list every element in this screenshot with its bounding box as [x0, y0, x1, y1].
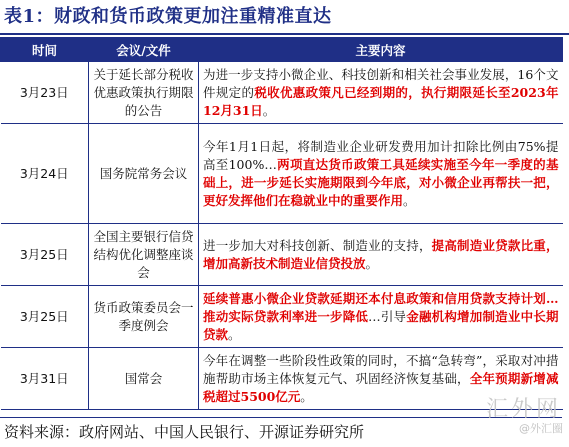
row-content	[199, 124, 563, 224]
content-tail: 。	[300, 388, 313, 404]
table-row	[1, 124, 563, 224]
source-divider	[0, 417, 562, 418]
content-highlight: 延续普惠小微企业贷款延期还本付息政策和信用贷款支持计划…推动实际贷款利率进一步降低	[203, 290, 559, 324]
table-row	[1, 286, 563, 348]
row-meeting: 国常会	[89, 348, 199, 410]
content-normal: 今年1月1日起，将制造业企业研发费用加计扣除比例由75%提高至100%…	[203, 138, 559, 172]
row-meeting: 全国主要银行信贷结构优化调整座谈会	[89, 224, 199, 286]
content-highlight: 提高制造业贷款比重，增加高新技术制造业信贷投放	[203, 237, 559, 271]
header-content: 主要内容	[199, 38, 563, 62]
row-date: 3月23日	[1, 62, 89, 124]
header-meeting: 会议/文件	[89, 38, 199, 62]
row-content	[199, 286, 563, 348]
content-highlight: 金融机构增加制造业中长期贷款	[203, 308, 559, 342]
row-date: 3月24日	[1, 124, 89, 224]
content-highlight: 两项直达货币政策工具延续实施至今年一季度的基础上，进一步延长实施期限到今年底，对小微企业再帮扶一把，更好发挥他们在稳就业中的重要作用	[203, 156, 559, 208]
table-row	[1, 224, 563, 286]
content-tail: 。	[365, 255, 379, 271]
table-header-row	[1, 38, 563, 62]
content-tail: 。	[228, 326, 241, 342]
watermark: 汇外网	[485, 397, 561, 422]
policy-table	[0, 37, 563, 410]
header-time: 时间	[1, 38, 89, 62]
watermark-badge: @外汇圈	[519, 422, 563, 435]
row-content	[199, 224, 563, 286]
source-note: 资料来源：政府网站、中国人民银行、开源证券研究所	[4, 423, 365, 441]
row-meeting: 关于延长部分税收优惠政策执行期限的公告	[89, 62, 199, 124]
content-tail: 。	[403, 192, 416, 208]
row-date: 3月31日	[1, 348, 89, 410]
content-tail: 。	[262, 102, 276, 118]
content-normal: 今年在调整一些阶段性政策的同时，不搞“急转弯”，采取对冲措施帮助市场主体恢复元气、巩固经济恢复基础，	[203, 352, 559, 386]
content-normal: 进一步加大对科技创新、制造业的支持，	[203, 237, 432, 253]
table-row	[1, 348, 563, 410]
content-normal: …引导	[368, 308, 407, 324]
content-highlight: 全年预期新增减税超过5500亿元	[203, 370, 559, 404]
row-meeting: 国务院常务会议	[89, 124, 199, 224]
row-date: 3月25日	[1, 286, 89, 348]
title-divider	[0, 33, 569, 35]
content-normal: 为进一步支持小微企业、科技创新和相关社会事业发展，16个文件规定的	[203, 66, 559, 100]
row-content	[199, 62, 563, 124]
content-highlight: 税收优惠政策凡已经到期的，执行期限延长至2023年12月31日	[203, 84, 559, 118]
table-row	[1, 62, 563, 124]
table-title: 表1：财政和货币政策更加注重精准直达	[4, 6, 332, 27]
row-meeting: 货币政策委员会一季度例会	[89, 286, 199, 348]
row-date: 3月25日	[1, 224, 89, 286]
